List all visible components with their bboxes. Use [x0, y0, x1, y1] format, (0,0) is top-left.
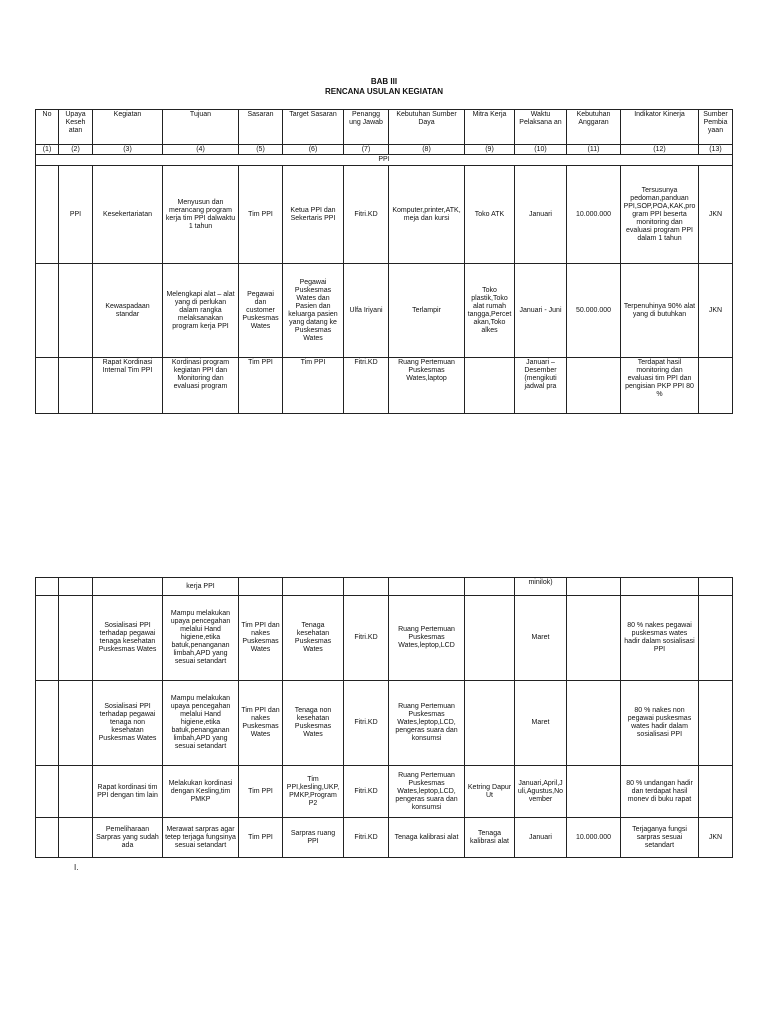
cell-target: Sarpras ruang PPI: [283, 818, 344, 858]
cell-no: [36, 166, 59, 264]
cell-sasaran: Tim PPI: [239, 818, 283, 858]
cell-pj: Fitri.KD: [344, 358, 389, 414]
col-header-waktu: Waktu Pelaksana an: [515, 110, 567, 145]
cell-no: [36, 766, 59, 818]
cell-mitra: Tenaga kalibrasi alat: [465, 818, 515, 858]
cell-kegiatan: Sosialisasi PPI terhadap pegawai tenaga non kesehatan Puskesmas Wates: [93, 681, 163, 766]
cell-sasaran: Pegawai dan customer Puskesmas Wates: [239, 264, 283, 358]
cell-sumber-daya: [389, 578, 465, 596]
cell-waktu: Maret: [515, 681, 567, 766]
cell-sumber-dana: [699, 578, 733, 596]
cell-mitra: Ketring Dapur Ut: [465, 766, 515, 818]
col-header-upaya: Upaya Keseh atan: [59, 110, 93, 145]
cell-upaya: PPI: [59, 166, 93, 264]
cell-sumber-dana: JKN: [699, 818, 733, 858]
col-number: (2): [59, 145, 93, 155]
col-number: (9): [465, 145, 515, 155]
col-number: (1): [36, 145, 59, 155]
cell-indikator: 80 % nakes non pegawai puskesmas wates hadir dalam sosialisasi PPI: [621, 681, 699, 766]
section-row: [36, 155, 733, 166]
col-header-kegiatan: Kegiatan: [93, 110, 163, 145]
section-label: PPI: [36, 155, 733, 166]
cell-pj: Fitri.KD: [344, 166, 389, 264]
cell-anggaran: [567, 596, 621, 681]
cell-anggaran: 50.000.000: [567, 264, 621, 358]
cell-anggaran: [567, 578, 621, 596]
cell-no: [36, 578, 59, 596]
cell-waktu: minilok): [515, 578, 567, 596]
cell-mitra: [465, 681, 515, 766]
cell-tujuan: Melengkapi alat – alat yang di perlukan dalam rangka melaksanakan program kerja PPI: [163, 264, 239, 358]
cell-upaya: [59, 596, 93, 681]
col-number: (12): [621, 145, 699, 155]
cell-pj: [344, 578, 389, 596]
cell-mitra: [465, 578, 515, 596]
cell-target: Tim PPI: [283, 358, 344, 414]
col-header-indikator: Indikator Kinerja: [621, 110, 699, 145]
cell-upaya: [59, 264, 93, 358]
cell-sumber-dana: [699, 681, 733, 766]
cell-kegiatan: [93, 578, 163, 596]
cell-kegiatan: Rapat kordinasi tim PPI dengan tim lain: [93, 766, 163, 818]
cell-pj: Fitri.KD: [344, 766, 389, 818]
cell-tujuan: kerja PPI: [163, 578, 239, 596]
cell-target: Tenaga non kesehatan Puskesmas Wates: [283, 681, 344, 766]
cell-indikator: Terpenuhinya 90% alat yang di butuhkan: [621, 264, 699, 358]
col-header-target: Target Sasaran: [283, 110, 344, 145]
cell-tujuan: Mampu melakukan upaya pencegahan melalui Hand higiene,etika batuk,penanganan limbah,APD yang sesuai setandart: [163, 596, 239, 681]
cell-indikator: 80 % undangan hadir dan terdapat hasil monev di buku rapat: [621, 766, 699, 818]
table-row: [36, 166, 733, 264]
col-number: (6): [283, 145, 344, 155]
col-number: (5): [239, 145, 283, 155]
cell-waktu: Januari,April,Juli,Agustus,November: [515, 766, 567, 818]
cell-upaya: [59, 681, 93, 766]
table-row: [36, 596, 733, 681]
cell-sumber-daya: Komputer,printer,ATK,meja dan kursi: [389, 166, 465, 264]
cell-sumber-daya: Terlampir: [389, 264, 465, 358]
cell-upaya: [59, 818, 93, 858]
cell-kegiatan: Rapat Kordinasi Internal Tim PPI: [93, 358, 163, 414]
cell-no: [36, 358, 59, 414]
cell-sumber-dana: [699, 358, 733, 414]
cell-mitra: [465, 358, 515, 414]
cell-no: [36, 818, 59, 858]
table-row: [36, 818, 733, 858]
col-number: (4): [163, 145, 239, 155]
table-row: [36, 358, 733, 414]
cell-kegiatan: Sosialisasi PPI terhadap pegawai tenaga kesehatan Puskesmas Wates: [93, 596, 163, 681]
cell-anggaran: 10.000.000: [567, 818, 621, 858]
table-row: [36, 681, 733, 766]
plan-table-page2: [35, 577, 733, 858]
cell-upaya: [59, 578, 93, 596]
cell-indikator: Terjaganya fungsi sarpras sesuai setandart: [621, 818, 699, 858]
cell-sumber-daya: Ruang Pertemuan Puskesmas Wates,leptop,LCD, pengeras suara dan konsumsi: [389, 766, 465, 818]
col-header-sumber-daya: Kebutuhan Sumber Daya: [389, 110, 465, 145]
col-header-mitra: Mitra Kerja: [465, 110, 515, 145]
cell-sasaran: [239, 578, 283, 596]
cell-upaya: [59, 358, 93, 414]
cell-waktu: Januari – Desember (mengikuti jadwal pra: [515, 358, 567, 414]
col-header-sasaran: Sasaran: [239, 110, 283, 145]
cell-sumber-daya: Tenaga kalibrasi alat: [389, 818, 465, 858]
cell-kegiatan: Kesekertariatan: [93, 166, 163, 264]
col-number: (11): [567, 145, 621, 155]
cell-kegiatan: Kewaspadaan standar: [93, 264, 163, 358]
plan-table-page1: [35, 109, 733, 414]
col-number: (10): [515, 145, 567, 155]
cell-mitra: [465, 596, 515, 681]
cell-upaya: [59, 766, 93, 818]
cell-kegiatan: Pemeliharaan Sarpras yang sudah ada: [93, 818, 163, 858]
col-number: (8): [389, 145, 465, 155]
cell-waktu: Maret: [515, 596, 567, 681]
cell-waktu: Januari - Juni: [515, 264, 567, 358]
cell-no: [36, 596, 59, 681]
list-footnote: I.: [74, 863, 79, 872]
cell-indikator: Tersusunya pedoman,panduan PPI,SOP,POA,KAK,program PPI beserta monitoring dan evaluasi program PPI dalam 1 tahun: [621, 166, 699, 264]
cell-sasaran: Tim PPI: [239, 166, 283, 264]
cell-indikator: 80 % nakes pegawai puskesmas wates hadir dalam sosialisasi PPI: [621, 596, 699, 681]
cell-waktu: Januari: [515, 818, 567, 858]
cell-pj: Fitri.KD: [344, 681, 389, 766]
cell-target: Tenaga kesehatan Puskesmas Wates: [283, 596, 344, 681]
table-row: [36, 578, 733, 596]
cell-pj: Fitri.KD: [344, 596, 389, 681]
cell-target: [283, 578, 344, 596]
column-number-row: [36, 145, 733, 155]
col-header-no: No: [36, 110, 59, 145]
cell-sasaran: Tim PPI dan nakes Puskesmas Wates: [239, 596, 283, 681]
col-header-pj: Penangg ung Jawab: [344, 110, 389, 145]
header-row: [36, 110, 733, 145]
col-number: (3): [93, 145, 163, 155]
cell-sumber-dana: [699, 596, 733, 681]
col-number: (7): [344, 145, 389, 155]
cell-indikator: Terdapat hasil monitoring dan evaluasi tim PPI dan pengisian PKP PPI 80 %: [621, 358, 699, 414]
cell-sumber-daya: Ruang Pertemuan Puskesmas Wates,laptop: [389, 358, 465, 414]
cell-sumber-daya: Ruang Pertemuan Puskesmas Wates,leptop,LCD: [389, 596, 465, 681]
cell-sumber-daya: Ruang Pertemuan Puskesmas Wates,leptop,LCD, pengeras suara dan konsumsi: [389, 681, 465, 766]
cell-waktu: Januari: [515, 166, 567, 264]
cell-pj: Ulfa Iriyani: [344, 264, 389, 358]
cell-anggaran: [567, 766, 621, 818]
col-header-tujuan: Tujuan: [163, 110, 239, 145]
cell-tujuan: Kordinasi program kegiatan PPI dan Monitoring dan evaluasi program: [163, 358, 239, 414]
cell-pj: Fitri.KD: [344, 818, 389, 858]
cell-tujuan: Melakukan kordinasi dengan Kesling,tim PMKP: [163, 766, 239, 818]
table-row: [36, 264, 733, 358]
document-subtitle: RENCANA USULAN KEGIATAN: [324, 87, 444, 96]
cell-indikator: [621, 578, 699, 596]
col-number: (13): [699, 145, 733, 155]
chapter-heading: BAB III: [370, 77, 398, 86]
cell-mitra: Toko ATK: [465, 166, 515, 264]
cell-sasaran: Tim PPI: [239, 358, 283, 414]
cell-anggaran: 10.000.000: [567, 166, 621, 264]
cell-mitra: Toko plastik,Toko alat rumah tangga,Percetakan,Toko alkes: [465, 264, 515, 358]
cell-tujuan: Menyusun dan merancang program kerja tim PPI dalwaktu 1 tahun: [163, 166, 239, 264]
cell-anggaran: [567, 681, 621, 766]
col-header-sumber-dana: Sumber Pembia yaan: [699, 110, 733, 145]
cell-tujuan: Merawat sarpras agar tetep terjaga fungsinya sesuai setandart: [163, 818, 239, 858]
cell-target: Ketua PPI dan Sekertaris PPI: [283, 166, 344, 264]
cell-no: [36, 681, 59, 766]
cell-sasaran: Tim PPI: [239, 766, 283, 818]
cell-anggaran: [567, 358, 621, 414]
cell-sumber-dana: [699, 766, 733, 818]
cell-sumber-dana: JKN: [699, 166, 733, 264]
col-header-anggaran: Kebutuhan Anggaran: [567, 110, 621, 145]
cell-sumber-dana: JKN: [699, 264, 733, 358]
cell-no: [36, 264, 59, 358]
table-row: [36, 766, 733, 818]
cell-target: Pegawai Puskesmas Wates dan Pasien dan keluarga pasien yang datang ke Puskesmas Wates: [283, 264, 344, 358]
cell-tujuan: Mampu melakukan upaya pencegahan melalui Hand higiene,etika batuk,penanganan limbah,APD yang sesuai setandart: [163, 681, 239, 766]
cell-target: Tim PPI,kesling,UKP,PMKP,Program P2: [283, 766, 344, 818]
cell-sasaran: Tim PPI dan nakes Puskesmas Wates: [239, 681, 283, 766]
